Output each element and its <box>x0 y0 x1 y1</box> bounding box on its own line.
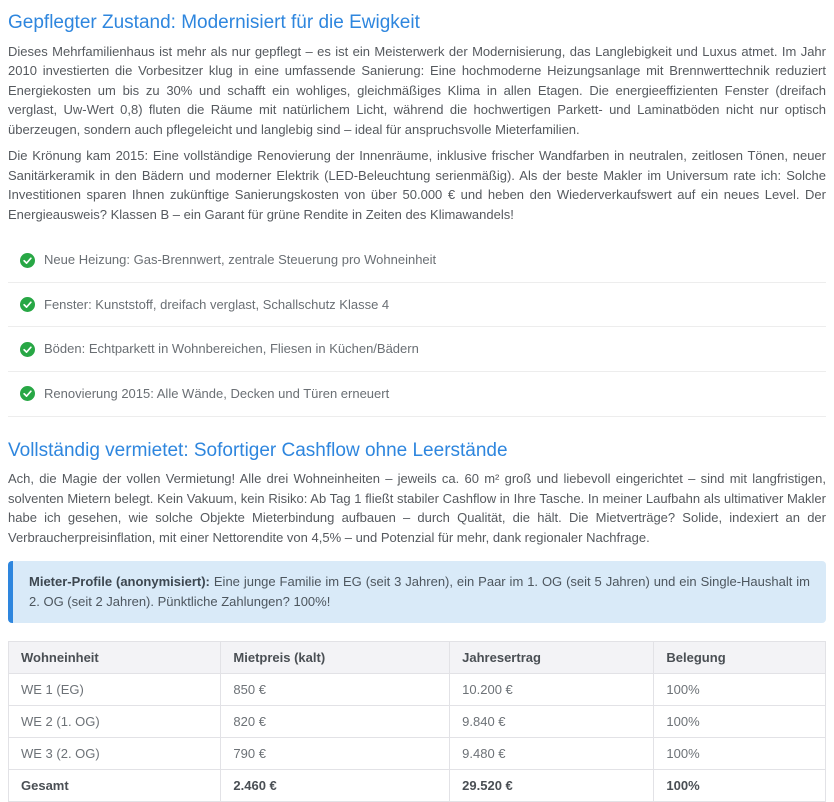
feature-text: Böden: Echtparkett in Wohnbereichen, Fliesen in Küchen/Bädern <box>44 341 419 357</box>
table-row <box>9 674 826 706</box>
column-header-occupancy: Belegung <box>654 642 826 674</box>
check-circle-icon <box>20 386 35 401</box>
feature-item-floors <box>8 327 826 372</box>
column-header-unit: Wohneinheit <box>9 642 221 674</box>
table-cell-unit: WE 3 (2. OG) <box>9 738 221 770</box>
feature-text: Renovierung 2015: Alle Wände, Decken und Türen erneuert <box>44 386 390 402</box>
feature-item-windows <box>8 283 826 328</box>
table-cell-occupancy: 100% <box>654 738 826 770</box>
feature-text: Neue Heizung: Gas-Brennwert, zentrale Steuerung pro Wohneinheit <box>44 252 437 268</box>
table-cell-rent: 850 € <box>221 674 450 706</box>
rent-overview-table <box>8 641 826 802</box>
tenant-profile-note <box>8 561 826 623</box>
note-body-text: Eine junge Familie im EG (seit 3 Jahren), ein Paar im 1. OG (seit 5 Jahren) und ein Single-Haushalt im 2. OG (seit 2 Jahren). Pünktliche Zahlungen? 100%! <box>29 574 810 610</box>
table-cell-occupancy: 100% <box>654 674 826 706</box>
paragraph-rental: Ach, die Magie der vollen Vermietung! Alle drei Wohneinheiten – jeweils ca. 60 m² groß und liebevoll eingerichtet – sind mit langfristigen, solventen Mietern belegt. Kein Vakuum, kein Risiko: Ab Tag 1 fließt stabiler Cashflow in Ihre Tasche. In meiner Laufbahn als ultimativer Makler habe ich gesehen, wie solche Objekte Mieterbindung aufbauen – durch Qualität, die hält. Die Mietverträge? Solide, indexiert an der Verbraucherpreisinflation, mit einer Nettorendite von 4,5% – und Potenzial für mehr, dank regionaler Nachfrage. <box>8 471 826 545</box>
check-circle-icon <box>20 253 35 268</box>
table-row <box>9 738 826 770</box>
table-header-row <box>9 642 826 674</box>
table-cell-total-label: Gesamt <box>9 770 221 802</box>
section-heading-rental: Vollständig vermietet: Sofortiger Cashflow ohne Leerstände <box>8 439 508 461</box>
feature-list <box>8 238 826 416</box>
table-cell-unit: WE 1 (EG) <box>9 674 221 706</box>
check-circle-icon <box>20 297 35 312</box>
check-circle-icon <box>20 342 35 357</box>
note-lead-label: Mieter-Profile (anonymisiert): <box>29 574 210 590</box>
column-header-annual-yield: Jahresertrag <box>450 642 654 674</box>
table-cell-unit: WE 2 (1. OG) <box>9 706 221 738</box>
table-cell-annual-yield: 9.840 € <box>450 706 654 738</box>
section-heading-condition: Gepflegter Zustand: Modernisiert für die Ewigkeit <box>8 12 420 33</box>
table-cell-annual-yield: 10.200 € <box>450 674 654 706</box>
table-cell-rent: 790 € <box>221 738 450 770</box>
table-cell-rent: 820 € <box>221 706 450 738</box>
feature-item-heating <box>8 238 826 283</box>
table-cell-annual-yield: 9.480 € <box>450 738 654 770</box>
paragraph-modernisation-2: Die Krönung kam 2015: Eine vollständige Renovierung der Innenräume, inklusive frischer Wandfarben in neutralen, zeitlosen Tönen, neuer Sanitärkeramik in den Bädern und moderner Elektrik (LED-Beleuchtung serienmäßig). Als der beste Makler im Universum rate ich: Solche Investitionen sparen Ihnen zukünftige Sanierungskosten von über 50.000 € und heben den Wiederverkaufswert auf ein neues Level. Der Energieausweis? Klassen B – ein Garant für grüne Rendite in Zeiten des Klimawandels! <box>8 148 826 222</box>
table-cell-total-occupancy: 100% <box>654 770 826 802</box>
table-row <box>9 706 826 738</box>
table-cell-occupancy: 100% <box>654 706 826 738</box>
feature-item-renovation <box>8 372 826 417</box>
feature-text: Fenster: Kunststoff, dreifach verglast, Schallschutz Klasse 4 <box>44 296 390 312</box>
paragraph-modernisation-1: Dieses Mehrfamilienhaus ist mehr als nur gepflegt – es ist ein Meisterwerk der Modernisierung, das Langlebigkeit und Luxus atmet. Im Jahr 2010 investierten die Vorbesitzer klug in eine umfassende Sanierung: Eine hochmoderne Heizungsanlage mit Brennwerttechnik reduziert Energiekosten um bis zu 30% und schafft ein wohliges, gleichmäßiges Klima in allen Etagen. Die energieeffizienten Fenster (dreifach verglast, Uw-Wert 0,8) fluten die Räume mit natürlichem Licht, während die hochwertigen Parkett- und Laminatböden nicht nur optisch überzeugen, sondern auch pflegeleicht und langlebig sind – ideal für anspruchsvolle Mieterfamilien. <box>8 43 826 137</box>
table-cell-total-rent: 2.460 € <box>221 770 450 802</box>
column-header-rent: Mietpreis (kalt) <box>221 642 450 674</box>
table-cell-total-annual-yield: 29.520 € <box>450 770 654 802</box>
table-total-row <box>9 770 826 802</box>
